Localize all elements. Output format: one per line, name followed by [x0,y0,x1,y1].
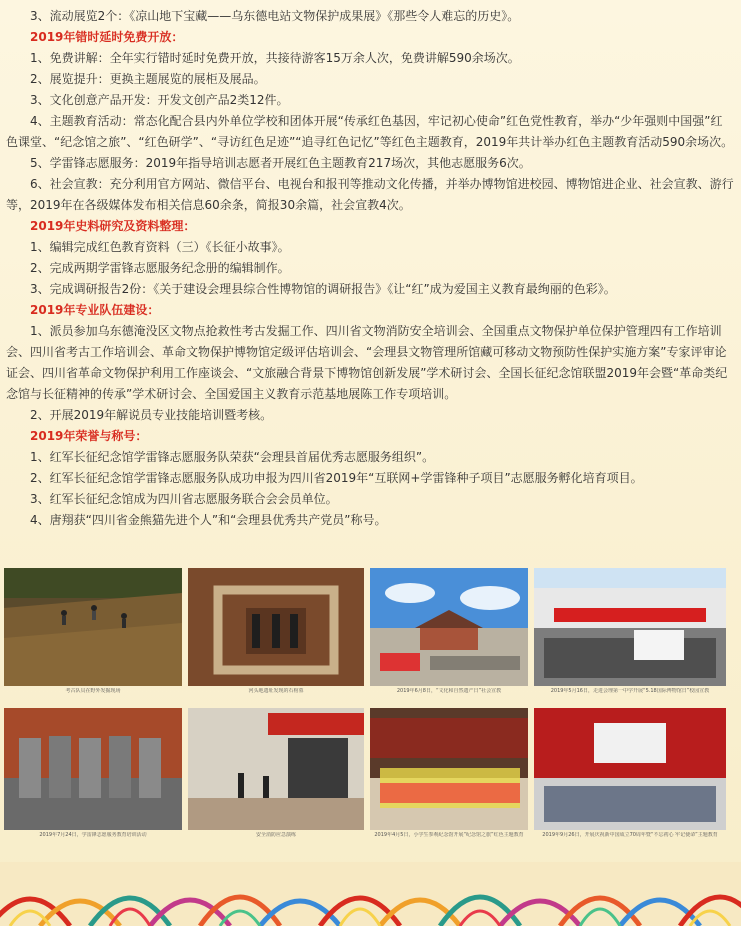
section-heading-team: 2019年专业队伍建设： [30,303,160,317]
photo-caption: 2019年9月26日，开展庆祝新中国成立70周年暨“不忘初心 牢记使命”主题教育 [542,832,718,838]
photo-card [370,568,528,704]
photo-caption: 2019年5月16日，走进会理第一中学开展“5.18国际博物馆日”校园宣教 [550,688,710,694]
photo-fire-drill [188,708,364,830]
list-item: 2、开展2019年解说员专业技能培训暨考核。 [30,408,273,422]
list-item: 3、完成调研报告2份：《关于建设会理县综合性博物馆的调研报告》《让“红”成为爱国主义教育最绚丽的色彩》。 [30,282,616,296]
photo-excavation-field [4,568,182,686]
list-item: 6、社会宣教：充分利用官方网站、微信平台、电视台和报刊等推动文化传播，并举办博物馆进校园、博物馆进企业、社会宣教、游行等，2019年在各级媒体发布相关信息60余条，简报30余篇，社会宣教4次。 [6,177,734,212]
photo-card [370,708,528,848]
photo-card [188,568,364,704]
photo-card [534,708,726,848]
photo-caption: 2019年4月5日，小学生参观纪念馆开展“纪念馆之旅”红色主题教育 [374,832,524,838]
list-item: 1、红军长征纪念馆学雷锋志愿服务队荣获“会理县首届优秀志愿服务组织”。 [30,450,435,464]
photo-gallery [4,568,738,852]
photo-card [4,708,182,848]
exhibit-line: 3、流动展览2个：《凉山地下宝藏——乌东德电站文物保护成果展》《那些令人难忘的历史》。 [30,9,520,23]
photo-row [4,568,738,704]
decorative-border [0,862,741,926]
photo-caption: 安全消防应急演练 [255,832,296,838]
list-item: 2、红军长征纪念馆学雷锋志愿服务队成功申报为四川省2019年“互联网+学雷锋种子项目”志愿服务孵化培育项目。 [30,471,643,485]
photo-stone-tomb [188,568,364,686]
photo-row [4,708,738,848]
photo-volunteer-training [4,708,182,830]
list-item: 4、唐翔获“四川省金熊猫先进个人”和“会理县优秀共产党员”称号。 [30,513,387,527]
section-heading-honors: 2019年荣誉与称号： [30,429,148,443]
photo-caption: 考古队员在野外发掘现场 [65,688,121,694]
photo-caption: 2019年6月8日，“文化和自然遗产日”社会宣教 [396,688,502,694]
list-item: 5、学雷锋志愿服务：2019年指导培训志愿者开展红色主题教育217场次，其他志愿服务6次。 [30,156,531,170]
section-heading-free-opening: 2019年错时延时免费开放： [30,30,184,44]
photo-students-visit [370,708,528,830]
list-item: 3、红军长征纪念馆成为四川省志愿服务联合会会员单位。 [30,492,338,506]
photo-caption: 2019年7月24日，学雷锋志愿服务教育培训活动 [39,832,147,838]
photo-heritage-day [370,568,528,686]
list-item: 2、完成两期学雷锋志愿服务纪念册的编辑制作。 [30,261,290,275]
photo-anniversary-meeting [534,708,726,830]
list-item: 1、编辑完成红色教育资料（三）《长征小故事》。 [30,240,290,254]
list-item: 2、展览提升：更换主题展览的展柜及展品。 [30,72,266,86]
section-heading-research: 2019年史料研究及资料整理： [30,219,196,233]
photo-card [4,568,182,704]
photo-card [534,568,726,704]
list-item: 1、派员参加乌东德淹没区文物点抢救性考古发掘工作、四川省文物消防安全培训会、全国重点文物保护单位保护管理四有工作培训会、四川省考古工作培训会、革命文物保护博物馆定级评估培训会、“会理县文物管理所馆藏可移动文物预防性保护实施方案”专家评审论证会、四川省革命文物保护利用工作座谈会、“文旅融合背景下博物馆创新发展”学术研讨会、全国长征纪念馆联盟2019年会暨“革命类纪念馆与长征精神的传承”学术研讨会、全国爱国主义教育示范基地展陈工作专项培训。 [6,324,728,401]
list-item: 3、文化创意产品开发：开发文创产品2类12件。 [30,93,289,107]
photo-card [188,708,364,848]
list-item: 4、主题教育活动：常态化配合县内外单位学校和团体开展“传承红色基因，牢记初心使命”红色党性教育，举办“少年强则中国强”红色课堂、“纪念馆之旅”、“红色研学”、“寻访红色足迹”“追寻红色记忆”等红色主题教育，2019年共计举办红色主题教育活动590余场次。 [6,114,734,149]
report-text [6,6,734,531]
photo-caption: 河头地遗址发现的石棺墓 [248,688,304,694]
list-item: 1、免费讲解：全年实行错时延时免费开放，共接待游客15万余人次，免费讲解590余场次。 [30,51,520,65]
photo-school-event [534,568,726,686]
